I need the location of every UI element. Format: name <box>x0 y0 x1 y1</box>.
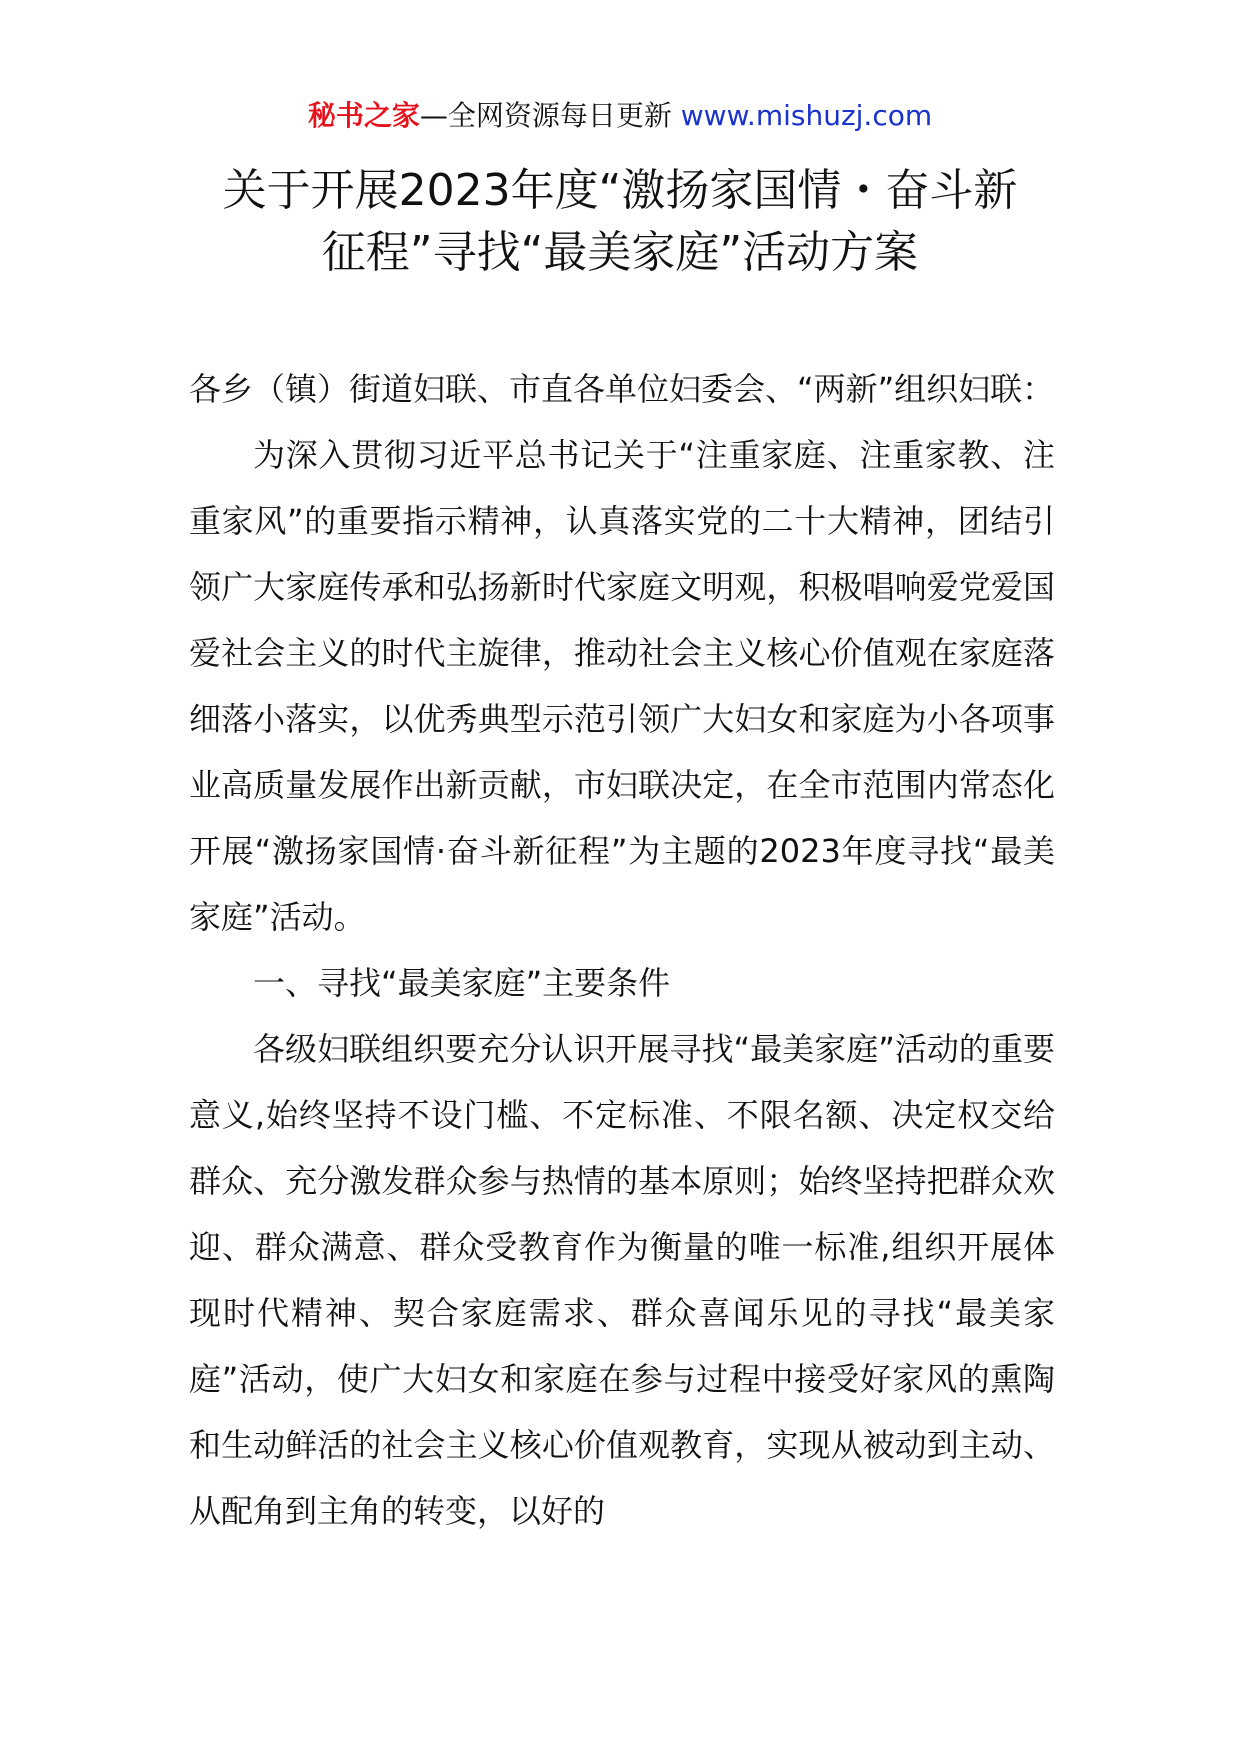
site-slogan: —全网资源每日更新 <box>419 99 681 132</box>
site-banner <box>0 98 1240 134</box>
document-body <box>189 356 1055 1544</box>
section-heading-1: 一、寻找“最美家庭”主要条件 <box>253 964 671 1002</box>
title-line-2: 征程”寻找“最美家庭”活动方案 <box>321 227 919 278</box>
title-line-1: 关于开展2023年度“激扬家国情・奋斗新 <box>222 165 1018 216</box>
document-title <box>150 160 1090 284</box>
paragraph-intro: 为深入贯彻习近平总书记关于“注重家庭、注重家教、注重家风”的重要指示精神，认真落实党的二十大精神，团结引领广大家庭传承和弘扬新时代家庭文明观，积极唱响爱党爱国爱社会主义的时代主旋律，推动社会主义核心价值观在家庭落细落小落实，以优秀典型示范引领广大妇女和家庭为小各项事业高质量发展作出新贡献，市妇联决定，在全市范围内常态化开展“激扬家国情·奋斗新征程”为主题的2023年度寻找“最美家庭”活动。 <box>189 436 1055 936</box>
site-url-link[interactable]: www.mishuzj.com <box>680 99 933 132</box>
site-brand: 秘书之家 <box>307 99 420 132</box>
salutation: 各乡（镇）街道妇联、市直各单位妇委会、“两新”组织妇联： <box>189 370 1055 408</box>
paragraph-section-1: 各级妇联组织要充分认识开展寻找“最美家庭”活动的重要意义,始终坚持不设门槛、不定标准、不限名额、决定权交给群众、充分激发群众参与热情的基本原则；始终坚持把群众欢迎、群众满意、群众受教育作为衡量的唯一标准,组织开展体现时代精神、契合家庭需求、群众喜闻乐见的寻找“最美家庭”活动，使广大妇女和家庭在参与过程中接受好家风的熏陶和生动鲜活的社会主义核心价值观教育，实现从被动到主动、从配角到主角的转变，以好的 <box>189 1030 1055 1530</box>
